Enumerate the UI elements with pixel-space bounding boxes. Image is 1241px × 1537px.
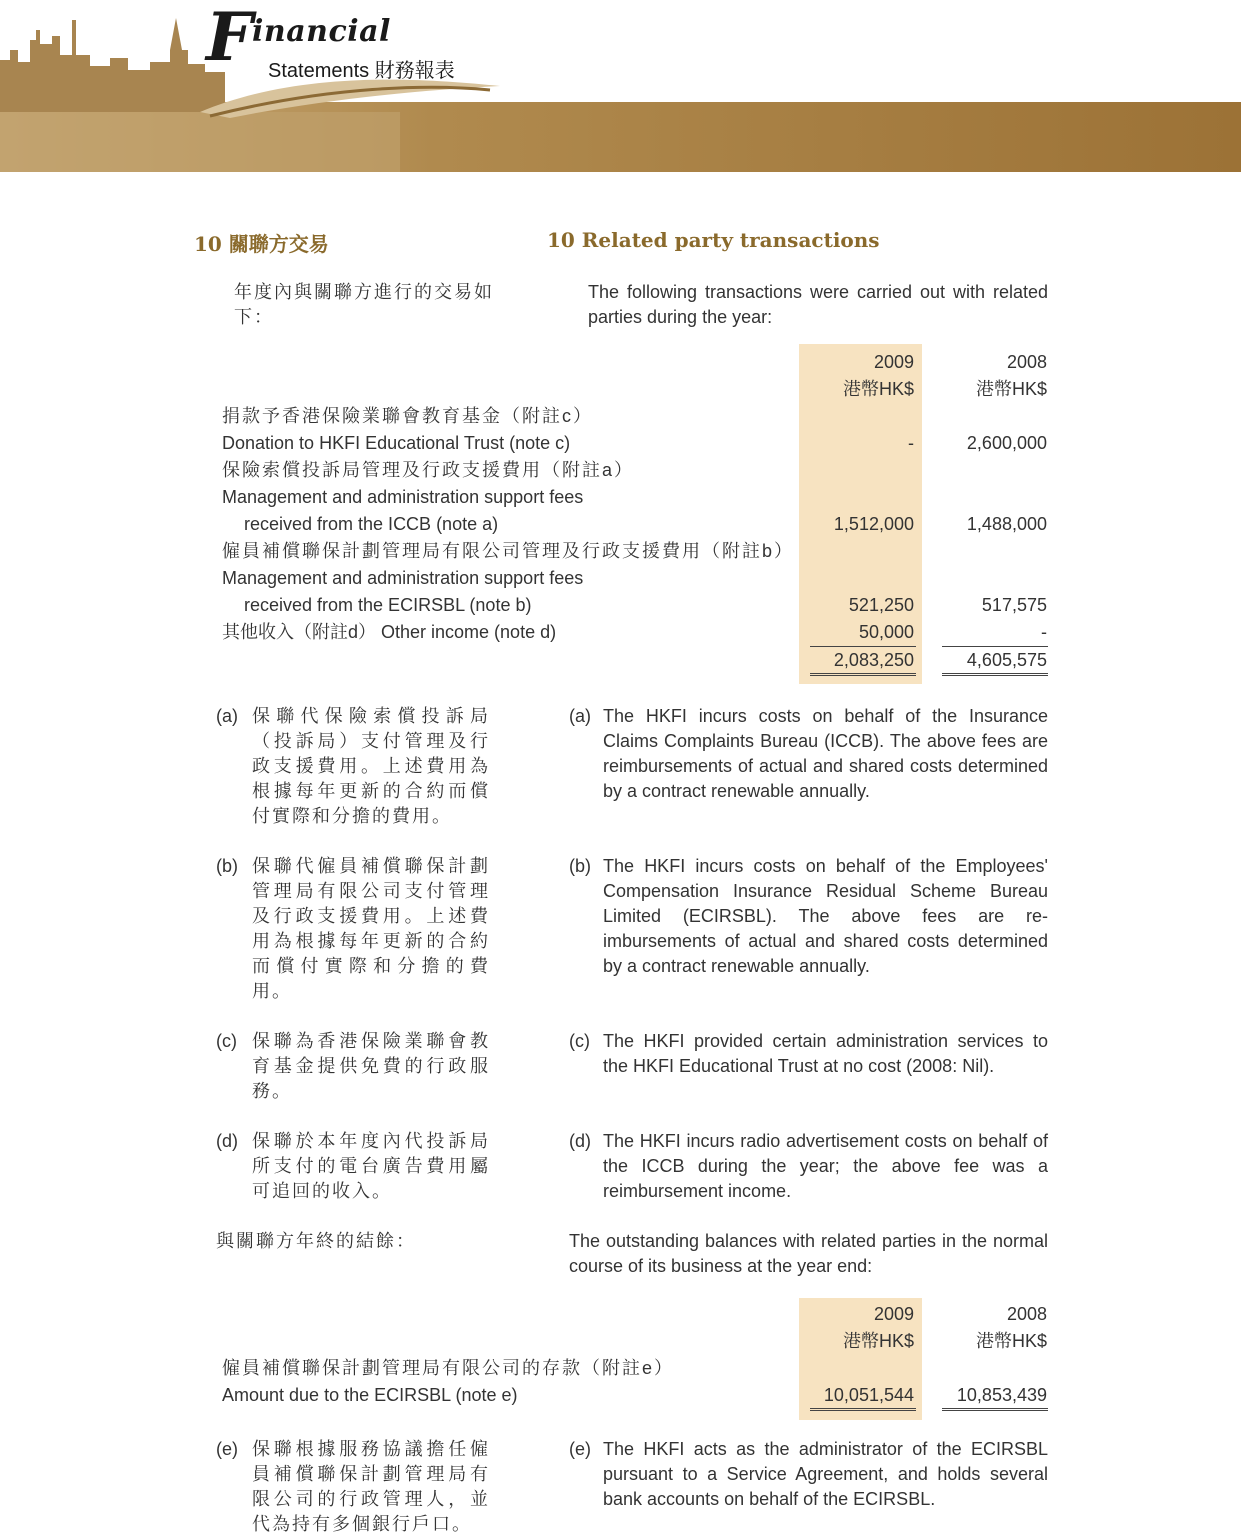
note-e-tag-en: (e) — [569, 1439, 591, 1459]
note-a-zh: 保聯代保險索償投訴局（投訴局）支付管理及行政支援費用。上述費用為根據每年更新的合約而償付實際和分擔的費用。 — [252, 706, 490, 826]
t1-total-rule-2008 — [942, 673, 1048, 676]
t1-total-rule-2009 — [810, 673, 916, 676]
t1-row2-label-en-1: Management and administration support fees — [222, 487, 584, 507]
t2-label-zh: 僱員補償聯保計劃管理局有限公司的存款（附註e） — [222, 1358, 675, 1378]
brand-subtitle: Statements 財務報表 — [268, 60, 455, 82]
note-b-en: The HKFI incurs costs on behalf of the Employees' Compensation Insurance Residual Scheme Bureau Limited (ECIRSBL). The above fees are re-imbursements of actual and shared costs determined by a contract renewable annually. — [603, 856, 1048, 976]
note-c-zh: 保聯為香港保險業聯會教育基金提供免費的行政服務。 — [252, 1031, 490, 1101]
section-title-en: 10 Related party transactions — [547, 228, 880, 252]
intro-en: The following transactions were carried out with related parties during the year: — [588, 282, 1048, 327]
t1-row3-label-zh: 僱員補償聯保計劃管理局有限公司管理及行政支援費用（附註b） — [222, 541, 795, 561]
t1-subtotal-rule-2009 — [810, 646, 916, 647]
skyline-banner-graphic — [0, 0, 1241, 172]
section-title-zh: 10 關聯方交易 — [194, 232, 329, 256]
note-a-tag-en: (a) — [569, 706, 591, 726]
t1-row1-label-zh: 捐款予香港保險業聯會教育基金（附註c） — [222, 406, 593, 426]
t1-row2-2008: 1,488,000 — [966, 514, 1047, 534]
t2-total-rule-2009 — [810, 1408, 916, 1411]
balances-zh: 與關聯方年終的結餘： — [216, 1231, 416, 1251]
t1-row1-2009: - — [908, 433, 914, 453]
t2-label-en: Amount due to the ECIRSBL (note e) — [222, 1385, 518, 1405]
balances-en: The outstanding balances with related parties in the normal course of its business at the year end: — [569, 1231, 1048, 1276]
intro-zh: 年度內與關聯方進行的交易如下： — [234, 282, 494, 327]
brand-initial: F — [206, 0, 253, 76]
t1-total-2009: 2,083,250 — [833, 650, 914, 670]
t1-row2-label-en-2: received from the ICCB (note a) — [244, 514, 499, 534]
note-e-tag-zh: (e) — [216, 1439, 238, 1459]
note-a-tag-zh: (a) — [216, 706, 238, 726]
t1-row2-label-zh: 保險索償投訴局管理及行政支援費用（附註a） — [222, 460, 635, 480]
t1-total-2008: 4,605,575 — [966, 650, 1047, 670]
t1-col-2008-unit: 港幣HK$ — [975, 379, 1047, 399]
brand-title: inancial — [252, 14, 391, 49]
t1-col-2008-year: 2008 — [1006, 352, 1047, 372]
note-b-tag-zh: (b) — [216, 856, 238, 876]
header-banner — [0, 0, 1241, 172]
t1-row1-2008: 2,600,000 — [966, 433, 1047, 453]
note-d-tag-en: (d) — [569, 1131, 591, 1151]
t2-2009: 10,051,544 — [823, 1385, 914, 1405]
t2-2008: 10,853,439 — [956, 1385, 1047, 1405]
note-c-tag-en: (c) — [569, 1031, 590, 1051]
t1-row3-2008: 517,575 — [981, 595, 1047, 615]
t1-row1-label-en: Donation to HKFI Educational Trust (note c) — [222, 433, 571, 453]
t1-row4-label: 其他收入（附註d） Other income (note d) — [222, 622, 557, 642]
note-d-zh: 保聯於本年度內代投訴局所支付的電台廣告費用屬可追回的收入。 — [252, 1131, 490, 1201]
t2-col-2009-year: 2009 — [873, 1304, 914, 1324]
t2-col-2008-year: 2008 — [1006, 1304, 1047, 1324]
t2-col-2008-unit: 港幣HK$ — [975, 1331, 1047, 1351]
t2-col-2009-unit: 港幣HK$ — [842, 1331, 914, 1351]
t2-total-rule-2008 — [942, 1408, 1048, 1411]
note-d-en: The HKFI incurs radio advertisement costs on behalf of the ICCB during the year; the above fee was a reimbursement income. — [603, 1131, 1048, 1201]
note-e-zh: 保聯根據服務協議擔任僱員補償聯保計劃管理局有限公司的行政管理人，並代為持有多個銀行戶口。 — [252, 1439, 490, 1534]
note-c-tag-zh: (c) — [216, 1031, 237, 1051]
t1-row2-2009: 1,512,000 — [833, 514, 914, 534]
t1-row4-2008: - — [1041, 622, 1047, 642]
t1-row3-label-en-2: received from the ECIRSBL (note b) — [244, 595, 532, 615]
note-c-en: The HKFI provided certain administration services to the HKFI Educational Trust at no cost (2008: Nil). — [603, 1031, 1048, 1076]
note-a-en: The HKFI incurs costs on behalf of the Insurance Claims Complaints Bureau (ICCB). The above fees are reimbursements of actual and shared costs determined by a contract renewable annually. — [603, 706, 1048, 801]
note-d-tag-zh: (d) — [216, 1131, 238, 1151]
t1-col-2009-unit: 港幣HK$ — [842, 379, 914, 399]
t1-row3-label-en-1: Management and administration support fees — [222, 568, 584, 588]
t1-row4-2009: 50,000 — [858, 622, 914, 642]
t1-row3-2009: 521,250 — [848, 595, 914, 615]
t1-subtotal-rule-2008 — [942, 646, 1048, 647]
note-b-zh: 保聯代僱員補償聯保計劃管理局有限公司支付管理及行政支援費用。上述費用為根據每年更新的合約而償付實際和分擔的費用。 — [252, 856, 490, 1001]
note-b-tag-en: (b) — [569, 856, 591, 876]
note-e-en: The HKFI acts as the administrator of the ECIRSBL pursuant to a Service Agreement, and holds several bank accounts on behalf of the ECIRSBL. — [603, 1439, 1048, 1509]
t1-col-2009-year: 2009 — [873, 352, 914, 372]
